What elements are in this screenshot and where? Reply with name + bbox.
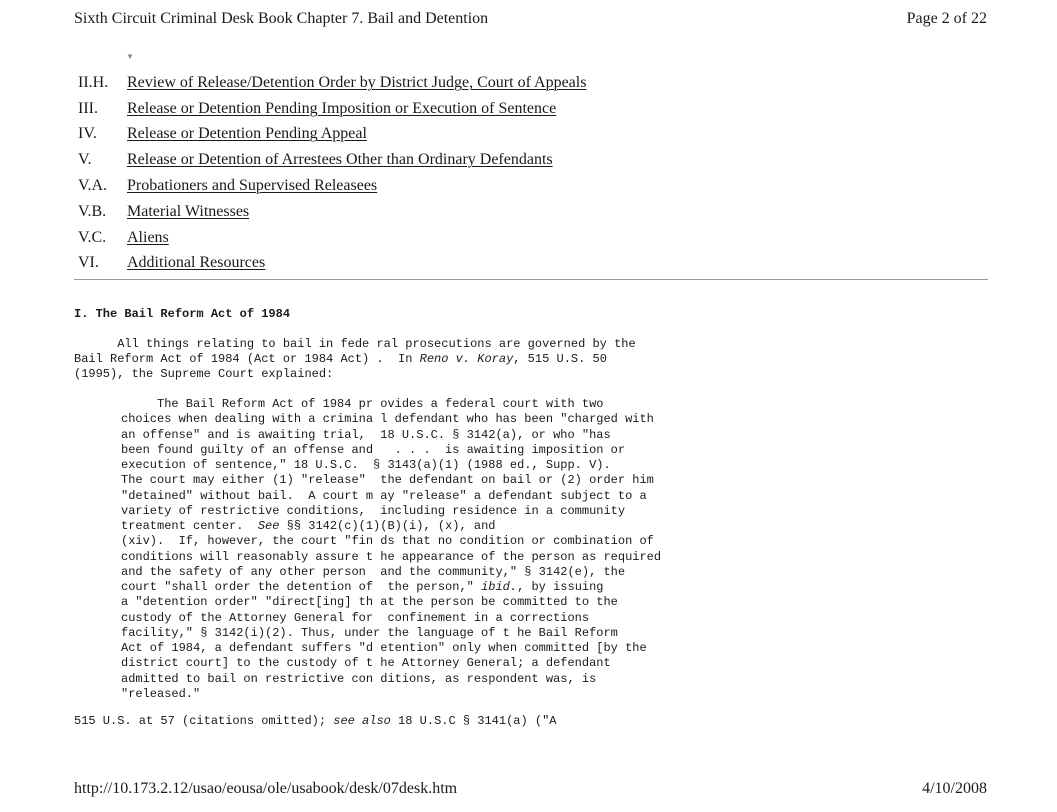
- toc-item: [78, 251, 586, 277]
- toc-link[interactable]: Release or Detention of Arrestees Other than Ordinary Defendants: [127, 151, 553, 169]
- toc-link[interactable]: Aliens: [127, 228, 169, 246]
- toc-number: V.: [78, 151, 92, 169]
- block-quote: [121, 397, 661, 702]
- toc-item: [78, 199, 586, 225]
- page-number: Page 2 of 22: [906, 10, 987, 27]
- toc-link[interactable]: Probationers and Supervised Releasees: [127, 177, 378, 195]
- page-header-title: Sixth Circuit Criminal Desk Book Chapter 7. Bail and Detention: [74, 10, 489, 27]
- intro-line-2: Bail Reform Act of 1984 (Act or 1984 Act) . In: [74, 352, 420, 367]
- print-date: 4/10/2008: [922, 780, 987, 797]
- quote-line: court "shall order the detention of the person," ibid., by issuing: [121, 580, 604, 594]
- toc-link[interactable]: Release or Detention Pending Imposition or Execution of Sentence: [127, 99, 557, 117]
- intro-line-3: (1995), the Supreme Court explained:: [74, 367, 334, 382]
- citation-line: [74, 714, 557, 728]
- quote-line: (xiv). If, however, the court "fin ds that no condition or combination of: [121, 534, 654, 549]
- toc-link[interactable]: Additional Resources: [127, 254, 266, 272]
- case-name: Reno v. Koray: [419, 352, 514, 367]
- toc-number: VI.: [78, 254, 99, 272]
- citation-suffix: 18 U.S.C § 3141(a) ("A: [390, 714, 557, 728]
- toc-link[interactable]: Material Witnesses: [127, 202, 250, 220]
- quote-line: facility," § 3142(i)(2). Thus, under the language of t he Bail Reform: [121, 625, 618, 640]
- toc-number: II.H.: [78, 73, 109, 91]
- quote-line: an offense" and is awaiting trial, 18 U.S.C. § 3142(a), or who "has: [121, 427, 611, 442]
- case-cite: , 515 U.S. 50: [513, 352, 607, 367]
- quote-line: The Bail Reform Act of 1984 pr ovides a federal court with two: [121, 397, 604, 411]
- toc-link[interactable]: Review of Release/Detention Order by District Judge, Court of Appeals: [127, 73, 587, 91]
- quote-line: admitted to bail on restrictive con ditions, as respondent was, is: [121, 671, 597, 686]
- toc-number: V.C.: [78, 228, 107, 246]
- quote-line: custody of the Attorney General for confinement in a corrections: [121, 610, 590, 625]
- citation-see-also: see also: [333, 714, 391, 728]
- quote-line: "released.": [121, 686, 201, 701]
- toc-number: III.: [78, 99, 98, 117]
- table-of-contents: [78, 70, 586, 276]
- toc-number: IV.: [78, 125, 97, 143]
- quote-line: choices when dealing with a crimina l defendant who has been "charged with: [121, 412, 654, 427]
- toc-number: V.B.: [78, 202, 107, 220]
- quote-line: district court] to the custody of t he Attorney General; a defendant: [121, 656, 611, 671]
- quote-line: and the safety of any other person and the community," § 3142(e), the: [121, 564, 626, 579]
- toc-item: [78, 96, 586, 122]
- scan-mark: ▼: [126, 52, 134, 61]
- toc-item: [78, 70, 586, 96]
- citation-prefix: 515 U.S. at 57 (citations omitted);: [74, 714, 334, 728]
- quote-line: Act of 1984, a defendant suffers "d etention" only when committed [by the: [121, 641, 647, 655]
- quote-line: "detained" without bail. A court m ay "release" a defendant subject to a: [121, 488, 647, 503]
- intro-paragraph: [74, 337, 636, 383]
- page-url: http://10.173.2.12/usao/eousa/ole/usabook/desk/07desk.htm: [74, 780, 458, 797]
- toc-link[interactable]: Release or Detention Pending Appeal: [127, 125, 367, 143]
- quote-line: The court may either (1) "release" the defendant on bail or (2) order him: [121, 473, 654, 488]
- quote-line: a "detention order" "direct[ing] th at the person be committed to the: [121, 595, 618, 610]
- quote-line: conditions will reasonably assure t he appearance of the person as required: [121, 549, 662, 564]
- intro-line-1: All things relating to bail in fede ral prosecutions are governed by the: [74, 337, 636, 351]
- quote-line: execution of sentence," 18 U.S.C. § 3143(a)(1) (1988 ed., Supp. V).: [121, 458, 611, 472]
- toc-item: [78, 147, 586, 173]
- quote-line: variety of restrictive conditions, including residence in a community: [121, 503, 626, 518]
- divider: [74, 279, 988, 280]
- quote-line: been found guilty of an offense and . . . is awaiting imposition or: [121, 442, 626, 457]
- toc-item: [78, 122, 586, 148]
- toc-number: V.A.: [78, 177, 108, 195]
- section-heading: I. The Bail Reform Act of 1984: [74, 307, 291, 321]
- quote-line: treatment center. See §§ 3142(c)(1)(B)(i), (x), and: [121, 519, 496, 533]
- toc-item: [78, 225, 586, 251]
- toc-item: [78, 173, 586, 199]
